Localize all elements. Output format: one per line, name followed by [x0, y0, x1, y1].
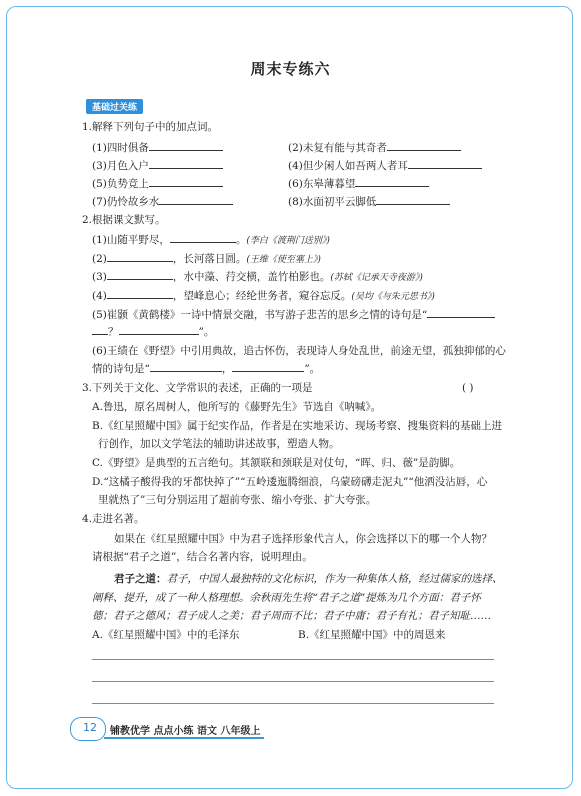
q2-line-5b [92, 324, 214, 339]
answer-blank[interactable] [107, 251, 173, 262]
q3-option-a: A.鲁迅，原名周树人，他所写的《藤野先生》节选自《呐喊》。 [92, 401, 382, 413]
answer-blank[interactable] [408, 158, 482, 169]
q2-line-2 [92, 251, 321, 267]
q3-stem: 3.下列关于文化、文学常识的表述，正确的一项是 [82, 382, 313, 394]
q2-source: (王维《使至塞上》) [246, 255, 321, 265]
q2-text: ， [221, 363, 233, 375]
answer-blank[interactable] [387, 140, 461, 151]
footer-underline [104, 737, 264, 739]
q2-text: 。 [235, 234, 247, 246]
q1-item [92, 158, 223, 173]
q1-item [288, 176, 429, 191]
q1-item-text: (8)水面初平云脚低 [288, 196, 377, 208]
footer-title: 铺教优学 点点小练 语文 八年级上 [110, 726, 261, 737]
answer-blank[interactable] [107, 288, 173, 299]
q1-item [92, 194, 233, 209]
q2-text: ”。 [304, 363, 321, 375]
answer-line[interactable] [92, 659, 494, 660]
q1-item-text: (2)未复有能与其奇者 [288, 142, 387, 154]
q4-material [114, 572, 503, 586]
material-text: 德；君子之德风；君子成人之美；君子周而不比；君子中庸；君子有礼；君子知耻…… [92, 610, 491, 622]
answer-blank[interactable] [427, 307, 495, 318]
q1-item-text: (1)四时俱备 [92, 142, 149, 154]
answer-blank[interactable] [232, 361, 304, 372]
q4-stem: 4.走进名著。 [82, 513, 145, 525]
answer-paren[interactable]: ( ) [462, 382, 474, 394]
q4-prompt-cont: 请根据“君子之道”，结合名著内容，说明理由。 [92, 551, 313, 563]
q4-option-a: A.《红星照耀中国》中的毛泽东 [92, 629, 240, 641]
q2-text: ，水中藻、荇交横，盖竹柏影也。 [172, 271, 331, 283]
q2-line-6b [92, 361, 320, 376]
material-label: 君子之道： [114, 573, 167, 585]
answer-blank[interactable] [170, 232, 236, 243]
q1-stem: 1.解释下列句子中的加点词。 [82, 121, 219, 133]
answer-blank[interactable] [149, 140, 223, 151]
q2-line-5 [92, 307, 495, 322]
q3-option-d: D.“这橘子酸得我的牙都快掉了”“五岭逶迤腾细浪，乌蒙磅礴走泥丸”“他洒没沾唇，心 [92, 476, 488, 488]
q2-text: ，长河落日圆。 [172, 253, 247, 265]
answer-blank[interactable] [92, 324, 108, 335]
answer-blank[interactable] [107, 269, 173, 280]
answer-blank[interactable] [159, 194, 233, 205]
q1-item [288, 140, 461, 155]
answer-blank[interactable] [119, 324, 199, 335]
q2-source: (吴均《与朱元思书》) [351, 292, 435, 302]
q1-item [92, 176, 223, 191]
q2-source: (李白《渡荆门送别》) [246, 236, 330, 246]
answer-line[interactable] [92, 703, 494, 704]
answer-blank[interactable] [149, 158, 223, 169]
q2-text: 情的诗句是“ [92, 363, 150, 375]
page-title: 周末专练六 [250, 60, 331, 78]
q2-text: ”。 [198, 326, 215, 338]
answer-blank[interactable] [149, 176, 223, 187]
q1-item-text: (4)但少闲人如吾两人者耳 [288, 160, 408, 172]
q2-text: (5)崔颢《黄鹤楼》一诗中情景交融，书写游子悲苦的思乡之情的诗句是“ [92, 309, 428, 321]
answer-blank[interactable] [376, 194, 450, 205]
section-tag: 基础过关练 [86, 99, 143, 114]
q3-option-c: C.《野望》是典型的五言绝句。其颔联和颈联是对仗句，“晖、归、薇”是韵脚。 [92, 457, 461, 469]
q2-line-6: (6)王绩在《野望》中引用典故，追古怀伤，表现诗人身处乱世，前途无望，孤独抑郁的心 [92, 345, 506, 357]
answer-blank[interactable] [150, 361, 222, 372]
q3-option-d-cont: 里就热了”三句分别运用了超前夸张、缩小夸张、扩大夸张。 [98, 494, 377, 506]
answer-line[interactable] [92, 681, 494, 682]
q2-text: (2) [92, 253, 107, 265]
q2-text: ，望峰息心；经纶世务者，窥谷忘反。 [172, 290, 352, 302]
q3-option-b-cont: 行创作，加以文学笔法的辅助讲述故事，塑造人物。 [98, 438, 340, 450]
q2-line-3 [92, 269, 423, 285]
q1-item-text: (3)月色入户 [92, 160, 149, 172]
q1-item [92, 140, 223, 155]
page-number: 12 [83, 721, 97, 734]
q2-text: ？ [108, 326, 119, 338]
q2-source: (苏轼《记承天寺夜游》) [330, 273, 423, 283]
q2-text: (3) [92, 271, 107, 283]
q2-line-4 [92, 288, 435, 304]
q1-item-text: (5)负势竞上 [92, 178, 149, 190]
q2-text: (4) [92, 290, 107, 302]
material-text: 阐释、提升，成了一种人格理想。余秋雨先生将“君子之道”提炼为几个方面：君子怀 [92, 592, 481, 604]
q1-item [288, 194, 450, 209]
q2-line-1 [92, 232, 330, 248]
q2-stem: 2.根据课文默写。 [82, 214, 166, 226]
q3-option-b: B.《红星照耀中国》属于纪实作品，作者是在实地采访、现场考察、搜集资料的基础上进 [92, 420, 503, 432]
q4-prompt: 如果在《红星照耀中国》中为君子选择形象代言人，你会选择以下的哪一个人物？ [114, 533, 492, 545]
material-text: 君子，中国人最独特的文化标识，作为一种集体人格，经过儒家的选择、 [166, 573, 503, 585]
q1-item-text: (7)仍怜故乡水 [92, 196, 160, 208]
q1-item-text: (6)东皋薄暮望 [288, 178, 356, 190]
q4-option-b: B.《红星照耀中国》中的周恩来 [298, 629, 446, 641]
answer-blank[interactable] [355, 176, 429, 187]
q2-text: (1)山随平野尽， [92, 234, 170, 246]
q1-item [288, 158, 482, 173]
